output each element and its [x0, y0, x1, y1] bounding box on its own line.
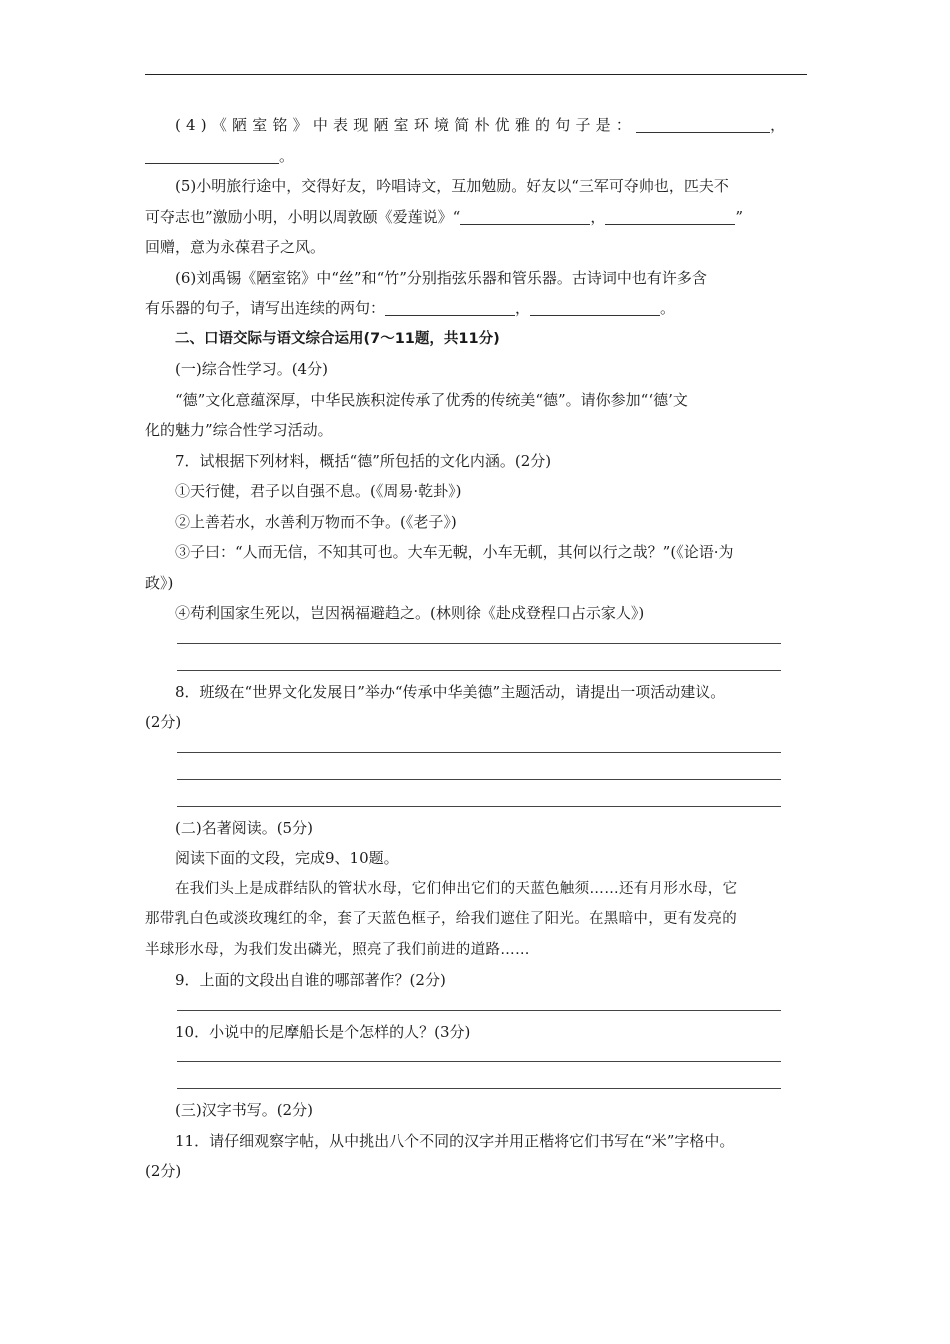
- q5-close-quote: ”: [735, 207, 744, 226]
- question-4-cont: [145, 141, 807, 172]
- question-7-prompt: 7．试根据下列材料，概括“德”所包括的文化内涵。(2分): [175, 451, 552, 470]
- answer-line[interactable]: [177, 1061, 781, 1062]
- q5-blank-1[interactable]: [460, 206, 590, 225]
- q7-material-1: ①天行健，君子以自强不息。(《周易·乾卦》): [175, 482, 462, 500]
- q6-line2-text: 有乐器的句子，请写出连续的两句：: [145, 299, 386, 317]
- question-5-line1: (5)小明旅行途中，交得好友，吟唱诗文，互加勉励。好友以“三军可夺帅也，匹夫不: [175, 177, 729, 195]
- exam-body: [145, 110, 807, 1187]
- part-2-heading: (二)名著阅读。(5分): [175, 818, 313, 837]
- q4-text: (4)《陋室铭》中表现陋室环境简朴优雅的句子是：: [175, 116, 637, 134]
- q4-blank-1[interactable]: [636, 114, 770, 133]
- part-3-heading: (三)汉字书写。(2分): [175, 1101, 313, 1119]
- question-8-line1: 8．班级在“世界文化发展日”举办“传承中华美德”主题活动，请提出一项活动建议。: [175, 682, 726, 701]
- section-2-title: 二、口语交际与语文综合运用(7～11题，共11分): [175, 330, 500, 347]
- question-11-line1: 11．请仔细观察字帖，从中挑出八个不同的汉字并用正楷将它们书写在“米”字格中。: [175, 1131, 735, 1150]
- q8-answer-lines: [145, 738, 807, 813]
- q6-sep: ，: [515, 299, 531, 317]
- question-11-line2: (2分): [145, 1162, 182, 1180]
- part-1-heading: (一)综合性学习。(4分): [175, 360, 328, 378]
- passage-line3: 半球形水母，为我们发出磷光，照亮了我们前进的道路……: [145, 941, 530, 958]
- question-4: [145, 110, 807, 141]
- q7-material-2: ②上善若水，水善利万物而不争。(《老子》): [175, 512, 457, 531]
- part-1-intro-line1: “德”文化意蕴深厚，中华民族积淀传承了优秀的传统美“德”。请你参加“‘德’文: [175, 390, 688, 409]
- question-10-prompt: 10．小说中的尼摩船长是个怎样的人？(3分): [175, 1022, 471, 1041]
- q6-end: 。: [660, 299, 676, 317]
- passage-line1: 在我们头上是成群结队的管状水母，它们伸出它们的天蓝色触须……还有月形水母，它: [175, 880, 738, 897]
- passage-line2: 那带乳白色或淡玫瑰红的伞，套了天蓝色框子，给我们遮住了阳光。在黑暗中，更有发亮的: [145, 911, 737, 927]
- question-5-line2: [145, 202, 807, 233]
- question-8-line2: (2分): [145, 713, 182, 731]
- answer-line[interactable]: [177, 752, 781, 753]
- question-5-line3: 回赠，意为永葆君子之风。: [145, 238, 326, 256]
- q6-blank-1[interactable]: [385, 297, 515, 316]
- question-6-line2: [145, 293, 807, 324]
- question-9-prompt: 9．上面的文段出自谁的哪部著作？(2分): [175, 971, 446, 989]
- q7-material-3-line1: ③子曰：“人而无信，不知其可也。大车无輗，小车无軏，其何以行之哉？”(《论语·为: [175, 543, 734, 561]
- part-2-instruction: 阅读下面的文段，完成9、10题。: [175, 849, 399, 867]
- header-rule: [145, 74, 807, 75]
- question-6-line1: (6)刘禹锡《陋室铭》中“丝”和“竹”分别指弦乐器和管乐器。古诗词中也有许多含: [175, 268, 707, 287]
- q5-line2-text: 可夺志也”激励小明，小明以周敦颐《爱莲说》“: [145, 207, 461, 226]
- q4-comma: ，: [770, 116, 786, 134]
- answer-line[interactable]: [177, 643, 781, 644]
- answer-line[interactable]: [177, 1010, 781, 1011]
- part-1-intro-line2: 化的魅力”综合性学习活动。: [145, 421, 333, 439]
- q4-end: 。: [279, 146, 295, 165]
- answer-line[interactable]: [177, 1088, 781, 1089]
- q7-answer-lines: [145, 629, 807, 677]
- q9-answer-lines: [145, 996, 807, 1017]
- q7-material-3-line2: 政》): [145, 573, 174, 592]
- q10-answer-lines: [145, 1047, 807, 1095]
- q7-material-4: ④苟利国家生死以，岂因祸福避趋之。(林则徐《赴戍登程口占示家人》): [175, 604, 645, 622]
- q5-blank-2[interactable]: [605, 206, 735, 225]
- answer-line[interactable]: [177, 670, 781, 671]
- q4-blank-2[interactable]: [145, 145, 279, 164]
- answer-line[interactable]: [177, 806, 781, 807]
- q5-sep: ，: [590, 207, 606, 226]
- answer-line[interactable]: [177, 779, 781, 780]
- q6-blank-2[interactable]: [530, 297, 660, 316]
